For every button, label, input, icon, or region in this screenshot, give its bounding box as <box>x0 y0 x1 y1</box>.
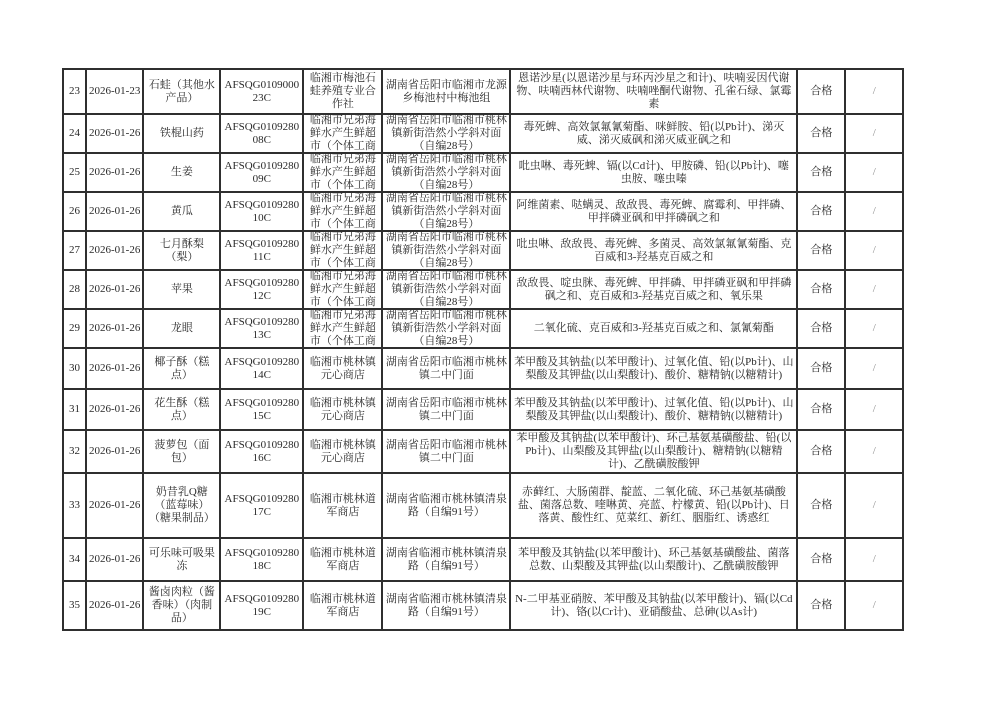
cell-name <box>143 389 220 430</box>
cell-result-text: 合格 <box>810 166 833 178</box>
cell-code-text: AFSQG010928014C <box>224 355 300 381</box>
cell-result-text: 合格 <box>810 283 833 295</box>
cell-producer <box>303 114 382 153</box>
inspection-results-sheet <box>62 68 904 631</box>
cell-items <box>510 538 797 581</box>
cell-address <box>382 270 510 309</box>
cell-address-text: 湖南省临湘市桃林镇清泉路（自编91号） <box>385 546 507 572</box>
cell-name <box>143 581 220 630</box>
cell-result <box>797 309 845 348</box>
table-row <box>63 473 903 538</box>
cell-items-text: 苯甲酸及其钠盐(以苯甲酸计)、环己基氨基磺酸盐、铅(以Pb计)、山梨酸及其钾盐(以山梨酸计)、糖精钠(以糖精计)、乙酰磺胺酸钾 <box>516 432 792 470</box>
cell-address <box>382 69 510 114</box>
cell-producer <box>303 192 382 231</box>
cell-result <box>797 581 845 630</box>
cell-name-text: 椰子酥（糕点） <box>154 355 210 381</box>
cell-no-text: 33 <box>69 499 80 511</box>
cell-result <box>797 231 845 270</box>
cell-no-text: 32 <box>69 445 80 457</box>
cell-items <box>510 270 797 309</box>
cell-code-text: AFSQG010928016C <box>224 438 300 464</box>
cell-remark <box>845 231 903 270</box>
cell-name-text: 黄瓜 <box>170 205 193 217</box>
cell-result <box>797 114 845 153</box>
cell-name-text: 七月酥梨（梨） <box>159 237 204 263</box>
cell-result <box>797 270 845 309</box>
cell-producer-text: 临湘市桃林镇元心商店 <box>309 396 376 422</box>
cell-address <box>382 473 510 538</box>
cell-date-text: 2026-01-26 <box>89 205 141 217</box>
cell-address <box>382 309 510 348</box>
cell-date-text: 2026-01-26 <box>89 362 141 374</box>
cell-result <box>797 430 845 473</box>
cell-no <box>63 389 86 430</box>
cell-code <box>220 473 303 538</box>
cell-remark-text: / <box>872 599 876 611</box>
cell-producer-text: 临湘市桃林镇元心商店 <box>309 355 376 381</box>
cell-code <box>220 69 303 114</box>
cell-result-text: 合格 <box>810 403 833 415</box>
cell-items-text: 吡虫啉、敌敌畏、毒死蜱、多菌灵、高效氯氟氰菊酯、克百威和3-羟基克百威之和 <box>516 237 792 263</box>
cell-name-text: 可乐味可吸果冻 <box>148 546 215 572</box>
cell-code <box>220 231 303 270</box>
cell-code-text: AFSQG010928015C <box>224 396 300 422</box>
cell-name <box>143 309 220 348</box>
cell-producer <box>303 581 382 630</box>
cell-producer-text: 临湘市梅池石蛙养殖专业合作社 <box>309 72 376 110</box>
table-row <box>63 270 903 309</box>
cell-name-text: 花生酥（糕点） <box>154 396 210 422</box>
cell-result-text: 合格 <box>810 599 833 611</box>
cell-remark <box>845 309 903 348</box>
cell-remark-text: / <box>872 205 876 217</box>
cell-code-text: AFSQG010928008C <box>224 120 300 146</box>
cell-name <box>143 114 220 153</box>
cell-items-text: 赤藓红、大肠菌群、靛蓝、二氧化硫、环己基氨基磺酸盐、菌落总数、喹啉黄、亮蓝、柠檬黄、铅(以Pb计)、日落黄、酸性红、苋菜红、新红、胭脂红、诱惑红 <box>517 486 790 524</box>
cell-code <box>220 430 303 473</box>
cell-code-text: AFSQG010928019C <box>224 592 300 618</box>
cell-result <box>797 153 845 192</box>
cell-result <box>797 348 845 389</box>
cell-remark <box>845 430 903 473</box>
cell-address-text: 湖南省临湘市桃林镇清泉路（自编91号） <box>385 492 507 518</box>
cell-no-text: 29 <box>69 322 80 334</box>
cell-items <box>510 430 797 473</box>
cell-items-text: 敌敌畏、啶虫脒、毒死蜱、甲拌磷、甲拌磷亚砜和甲拌磷砜之和、克百威和3-羟基克百威之和、氧乐果 <box>516 276 792 302</box>
cell-remark <box>845 538 903 581</box>
cell-date <box>86 192 143 231</box>
cell-address-text: 湖南省岳阳市临湘市桃林镇新街浩然小学斜对面（自编28号） <box>385 115 507 152</box>
cell-code <box>220 153 303 192</box>
cell-result-text: 合格 <box>810 445 833 457</box>
cell-result-text: 合格 <box>810 499 833 511</box>
cell-producer-text: 临湘市兄弟海鲜水产生鲜超市（个体工商 <box>309 193 376 230</box>
cell-remark-text: / <box>872 553 876 565</box>
cell-address <box>382 389 510 430</box>
cell-name-text: 奶昔乳Q糖（蓝莓味）（糖果制品） <box>148 486 215 524</box>
cell-address-text: 湖南省岳阳市临湘市桃林镇新街浩然小学斜对面（自编28号） <box>385 232 507 269</box>
table-row <box>63 389 903 430</box>
cell-producer-text: 临湘市桃林镇元心商店 <box>309 438 376 464</box>
cell-name <box>143 473 220 538</box>
table-row <box>63 348 903 389</box>
cell-no <box>63 114 86 153</box>
cell-no-text: 35 <box>69 599 80 611</box>
cell-result-text: 合格 <box>810 553 833 565</box>
cell-code <box>220 270 303 309</box>
cell-result <box>797 538 845 581</box>
table-row <box>63 231 903 270</box>
cell-remark <box>845 389 903 430</box>
cell-no <box>63 581 86 630</box>
cell-code-text: AFSQG010928013C <box>224 315 300 341</box>
cell-address <box>382 153 510 192</box>
cell-no <box>63 69 86 114</box>
cell-result-text: 合格 <box>810 244 833 256</box>
cell-name <box>143 538 220 581</box>
cell-result <box>797 389 845 430</box>
cell-date-text: 2026-01-26 <box>89 403 141 415</box>
cell-remark-text: / <box>872 127 876 139</box>
cell-date-text: 2026-01-26 <box>89 499 141 511</box>
cell-items-text: 恩诺沙星(以恩诺沙星与环丙沙星之和计)、呋喃妥因代谢物、呋喃西林代谢物、呋喃唑酮代谢物、孔雀石绿、氯霉素 <box>516 72 792 110</box>
cell-remark <box>845 114 903 153</box>
cell-address <box>382 538 510 581</box>
cell-name-text: 铁棍山药 <box>159 127 204 139</box>
cell-address-text: 湖南省岳阳市临湘市桃林镇二中门面 <box>385 438 507 464</box>
cell-remark-text: / <box>872 445 876 457</box>
table-row <box>63 192 903 231</box>
cell-name <box>143 231 220 270</box>
table-row <box>63 114 903 153</box>
cell-code <box>220 309 303 348</box>
cell-producer-text: 临湘市兄弟海鲜水产生鲜超市（个体工商 <box>309 232 376 269</box>
cell-address-text: 湖南省岳阳市临湘市桃林镇新街浩然小学斜对面（自编28号） <box>385 154 507 191</box>
cell-remark-text: / <box>872 283 876 295</box>
cell-remark <box>845 192 903 231</box>
cell-no-text: 31 <box>69 403 80 415</box>
table-row <box>63 153 903 192</box>
cell-address-text: 湖南省岳阳市临湘市桃林镇新街浩然小学斜对面（自编28号） <box>385 310 507 347</box>
cell-name <box>143 348 220 389</box>
cell-name <box>143 430 220 473</box>
cell-code-text: AFSQG010928018C <box>224 546 300 572</box>
cell-producer <box>303 231 382 270</box>
table-row <box>63 69 903 114</box>
cell-address-text: 湖南省岳阳市临湘市桃林镇新街浩然小学斜对面（自编28号） <box>385 271 507 308</box>
cell-producer-text: 临湘市兄弟海鲜水产生鲜超市（个体工商 <box>309 310 376 347</box>
cell-result <box>797 473 845 538</box>
cell-date-text: 2026-01-26 <box>89 166 141 178</box>
cell-no-text: 25 <box>69 166 80 178</box>
cell-address-text: 湖南省岳阳市临湘市龙源乡梅池村中梅池组 <box>385 78 507 104</box>
cell-date-text: 2026-01-26 <box>89 445 141 457</box>
cell-date-text: 2026-01-26 <box>89 244 141 256</box>
cell-remark-text: / <box>872 85 876 97</box>
cell-code <box>220 581 303 630</box>
cell-result-text: 合格 <box>810 322 833 334</box>
cell-producer <box>303 473 382 538</box>
cell-remark-text: / <box>872 499 876 511</box>
cell-remark-text: / <box>872 166 876 178</box>
cell-no-text: 34 <box>69 553 80 565</box>
cell-date-text: 2026-01-26 <box>89 283 141 295</box>
cell-no <box>63 192 86 231</box>
cell-remark-text: / <box>872 244 876 256</box>
cell-address-text: 湖南省岳阳市临湘市桃林镇二中门面 <box>385 396 507 422</box>
cell-name-text: 菠萝包（面包） <box>154 438 210 464</box>
cell-code <box>220 538 303 581</box>
cell-date-text: 2026-01-23 <box>89 85 141 97</box>
cell-remark <box>845 69 903 114</box>
cell-items-text: 毒死蜱、高效氯氟氰菊酯、咪鲜胺、铅(以Pb计)、涕灭威、涕灭威砜和涕灭威亚砜之和 <box>523 120 785 146</box>
cell-name <box>143 153 220 192</box>
cell-name <box>143 192 220 231</box>
cell-date <box>86 538 143 581</box>
cell-items <box>510 231 797 270</box>
table-row <box>63 538 903 581</box>
cell-code-text: AFSQG010928011C <box>224 237 300 263</box>
cell-no <box>63 153 86 192</box>
cell-name-text: 龙眼 <box>170 322 193 334</box>
cell-remark-text: / <box>872 322 876 334</box>
inspection-table <box>62 68 904 631</box>
cell-items <box>510 69 797 114</box>
cell-date <box>86 389 143 430</box>
table-row <box>63 309 903 348</box>
cell-no <box>63 309 86 348</box>
cell-producer <box>303 348 382 389</box>
cell-date <box>86 309 143 348</box>
cell-producer <box>303 270 382 309</box>
cell-address <box>382 231 510 270</box>
cell-remark <box>845 581 903 630</box>
cell-producer <box>303 309 382 348</box>
cell-items-text: 苯甲酸及其钠盐(以苯甲酸计)、过氧化值、铅(以Pb计)、山梨酸及其钾盐(以山梨酸计)、酸价、糖精钠(以糖精计) <box>514 355 794 381</box>
cell-items-text: 苯甲酸及其钠盐(以苯甲酸计)、过氧化值、铅(以Pb计)、山梨酸及其钾盐(以山梨酸计)、酸价、糖精钠(以糖精计) <box>514 396 794 422</box>
cell-result-text: 合格 <box>810 127 833 139</box>
cell-result-text: 合格 <box>810 85 833 97</box>
cell-items <box>510 153 797 192</box>
cell-items-text: 阿维菌素、哒螨灵、敌敌畏、毒死蜱、腐霉利、甲拌磷、甲拌磷亚砜和甲拌磷砜之和 <box>516 198 792 224</box>
cell-no <box>63 231 86 270</box>
cell-items <box>510 309 797 348</box>
cell-address <box>382 430 510 473</box>
cell-date <box>86 153 143 192</box>
cell-date <box>86 270 143 309</box>
cell-address <box>382 192 510 231</box>
cell-producer <box>303 538 382 581</box>
cell-remark <box>845 473 903 538</box>
cell-items-text: N-二甲基亚硝胺、苯甲酸及其钠盐(以苯甲酸计)、镉(以Cd计)、铬(以Cr计)、亚硝酸盐、总砷(以As计) <box>515 592 793 618</box>
cell-date-text: 2026-01-26 <box>89 127 141 139</box>
cell-producer <box>303 69 382 114</box>
cell-address <box>382 114 510 153</box>
cell-code-text: AFSQG010928017C <box>224 492 300 518</box>
cell-date <box>86 114 143 153</box>
cell-producer-text: 临湘市兄弟海鲜水产生鲜超市（个体工商 <box>309 154 376 191</box>
cell-no-text: 27 <box>69 244 80 256</box>
cell-name-text: 苹果 <box>170 283 193 295</box>
cell-result <box>797 69 845 114</box>
cell-items <box>510 581 797 630</box>
cell-no-text: 30 <box>69 362 80 374</box>
cell-no <box>63 270 86 309</box>
cell-remark <box>845 348 903 389</box>
cell-producer-text: 临湘市桃林道军商店 <box>309 592 376 618</box>
cell-items <box>510 348 797 389</box>
cell-producer <box>303 389 382 430</box>
cell-no-text: 26 <box>69 205 80 217</box>
cell-items-text: 苯甲酸及其钠盐(以苯甲酸计)、环己基氨基磺酸盐、菌落总数、山梨酸及其钾盐(以山梨酸计)、乙酰磺胺酸钾 <box>518 546 790 572</box>
cell-code <box>220 192 303 231</box>
cell-date <box>86 473 143 538</box>
cell-address <box>382 348 510 389</box>
cell-date <box>86 581 143 630</box>
cell-remark <box>845 153 903 192</box>
cell-items-text: 二氧化硫、克百威和3-羟基克百威之和、氯氰菊酯 <box>533 322 774 334</box>
cell-no <box>63 348 86 389</box>
cell-producer <box>303 430 382 473</box>
cell-no <box>63 430 86 473</box>
cell-code-text: AFSQG010928010C <box>224 198 300 224</box>
cell-date-text: 2026-01-26 <box>89 322 141 334</box>
cell-items <box>510 192 797 231</box>
cell-code <box>220 348 303 389</box>
table-row <box>63 581 903 630</box>
cell-no <box>63 473 86 538</box>
cell-producer <box>303 153 382 192</box>
cell-items <box>510 473 797 538</box>
cell-remark <box>845 270 903 309</box>
cell-code <box>220 389 303 430</box>
cell-result-text: 合格 <box>810 205 833 217</box>
cell-remark-text: / <box>872 403 876 415</box>
cell-name-text: 酱卤肉粒（酱香味）（肉制品） <box>148 586 215 624</box>
table-row <box>63 430 903 473</box>
cell-name-text: 生姜 <box>170 166 193 178</box>
cell-producer-text: 临湘市兄弟海鲜水产生鲜超市（个体工商 <box>309 271 376 308</box>
cell-name <box>143 270 220 309</box>
cell-items <box>510 389 797 430</box>
cell-no <box>63 538 86 581</box>
cell-result <box>797 192 845 231</box>
cell-no-text: 28 <box>69 283 80 295</box>
cell-no-text: 24 <box>69 127 80 139</box>
cell-address <box>382 581 510 630</box>
cell-date <box>86 430 143 473</box>
cell-date <box>86 348 143 389</box>
cell-producer-text: 临湘市兄弟海鲜水产生鲜超市（个体工商 <box>309 115 376 152</box>
cell-items-text: 吡虫啉、毒死蜱、镉(以Cd计)、甲胺磷、铅(以Pb计)、噻虫胺、噻虫嗪 <box>518 159 789 185</box>
cell-code-text: AFSQG010900023C <box>224 78 300 104</box>
cell-address-text: 湖南省岳阳市临湘市桃林镇新街浩然小学斜对面（自编28号） <box>385 193 507 230</box>
cell-no-text: 23 <box>69 85 80 97</box>
table-body <box>63 69 903 630</box>
cell-code <box>220 114 303 153</box>
cell-address-text: 湖南省临湘市桃林镇清泉路（自编91号） <box>385 592 507 618</box>
cell-items <box>510 114 797 153</box>
cell-address-text: 湖南省岳阳市临湘市桃林镇二中门面 <box>385 355 507 381</box>
cell-date <box>86 231 143 270</box>
cell-result-text: 合格 <box>810 362 833 374</box>
cell-remark-text: / <box>872 362 876 374</box>
cell-name <box>143 69 220 114</box>
cell-date-text: 2026-01-26 <box>89 553 141 565</box>
cell-producer-text: 临湘市桃林道军商店 <box>309 492 376 518</box>
cell-date-text: 2026-01-26 <box>89 599 141 611</box>
cell-producer-text: 临湘市桃林道军商店 <box>309 546 376 572</box>
cell-name-text: 石蛙（其他水产品） <box>148 78 215 104</box>
cell-code-text: AFSQG010928009C <box>224 159 300 185</box>
cell-date <box>86 69 143 114</box>
cell-code-text: AFSQG010928012C <box>224 276 300 302</box>
